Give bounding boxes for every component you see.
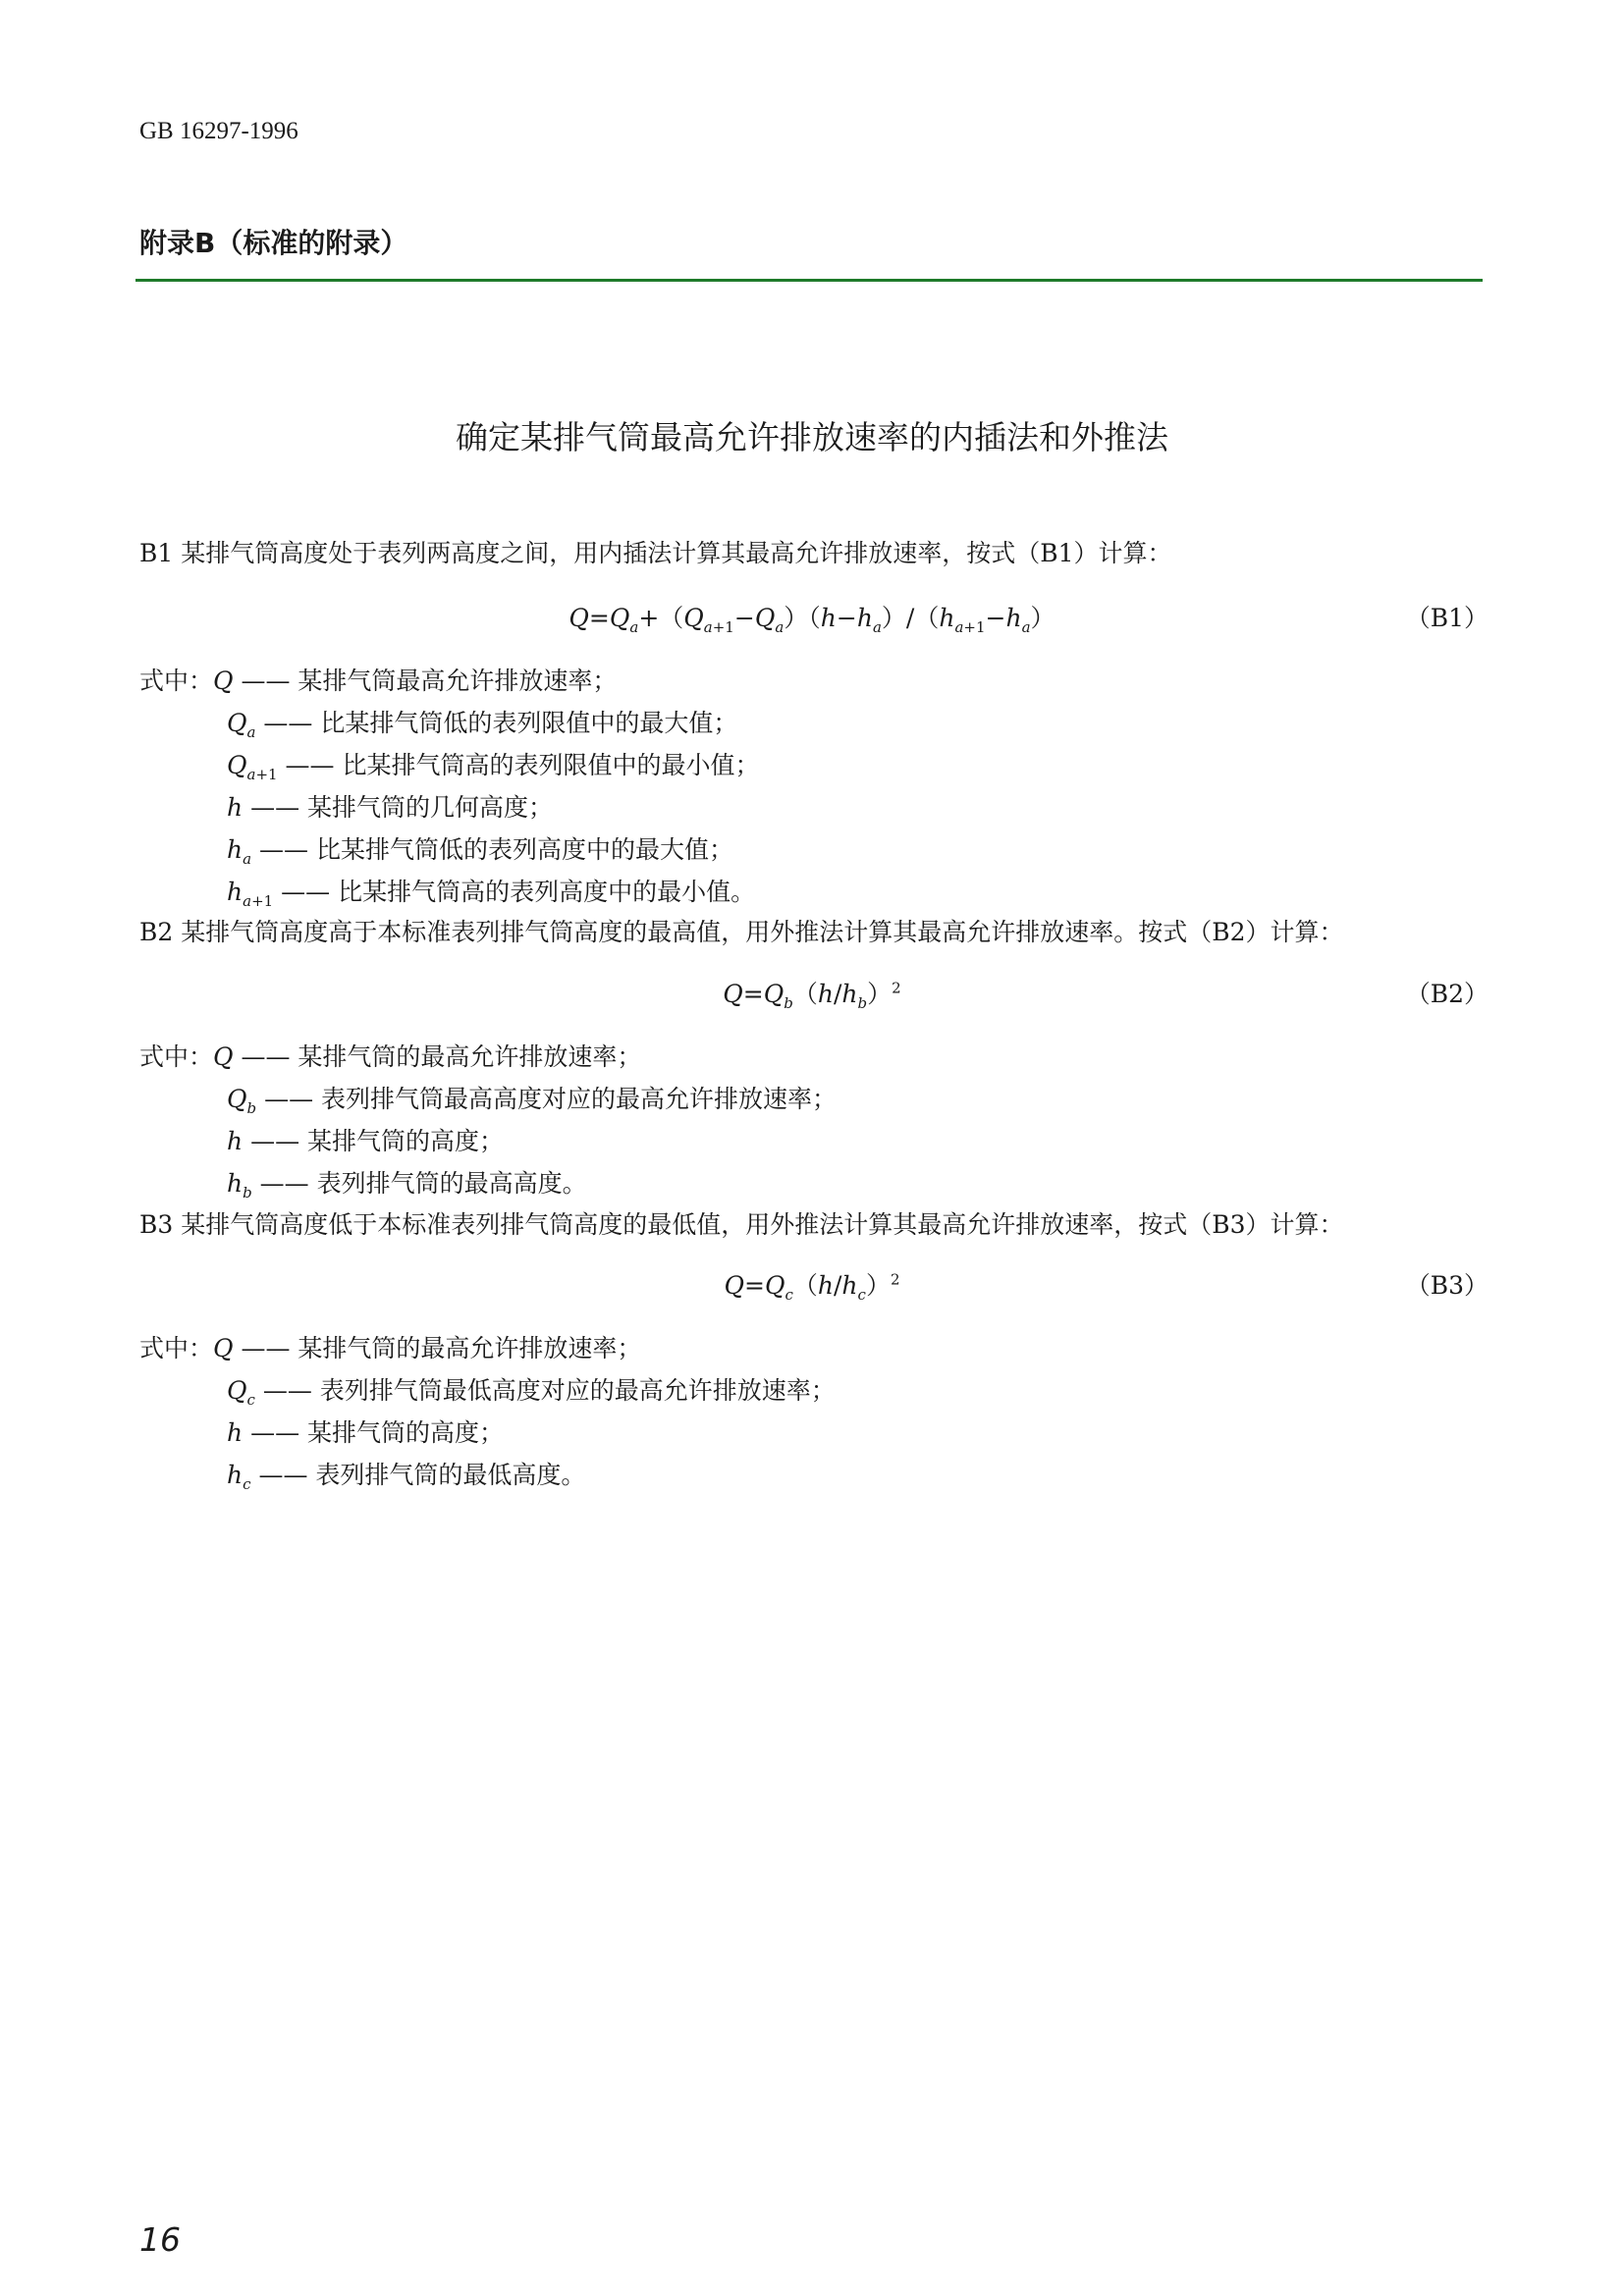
definition-b1-h: h —— 某排气筒的几何高度； xyxy=(227,793,554,822)
equation-number-b1: （B1） xyxy=(1405,604,1489,632)
equation-number-b3: （B3） xyxy=(1405,1271,1489,1300)
definition-b1-qa: $Q_a$ —— 比某排气筒低的表列限值中的最大值； xyxy=(227,709,738,741)
equation-number-b2: （B2） xyxy=(1405,980,1489,1008)
formula-b2: $Q=Q_b(h/h_b)^2$ xyxy=(723,979,901,1012)
paragraph-b3: B3 某排气筒高度低于本标准表列排气筒高度的最低值，用外推法计算其最高允许排放速率，按式（B3）计算： xyxy=(139,1210,1344,1239)
formula-b3: $Q=Q_c(h/h_c)^2$ xyxy=(724,1270,900,1304)
definition-b1-ha: $h_a$ —— 比某排气筒低的表列高度中的最大值； xyxy=(227,835,733,868)
definition-b3-qc: $Q_c$ —— 表列排气筒最低高度对应的最高允许排放速率； xyxy=(227,1376,836,1409)
definition-b2-hb: $h_b$ —— 表列排气筒的最高高度。 xyxy=(227,1169,587,1201)
definition-b1-qa1: $Q_{a+1}$ —— 比某排气筒高的表列限值中的最小值； xyxy=(227,751,760,783)
formula-b1: $Q=Q_a+(Q_{a+1}-Q_a)(h-h_a)/(h_{a+1}-h_a)$ xyxy=(568,604,1056,636)
standard-code: GB 16297-1996 xyxy=(139,118,298,144)
page-number: 16 xyxy=(139,2220,181,2259)
definition-b1-ha1: $h_{a+1}$ —— 比某排气筒高的表列高度中的最小值。 xyxy=(227,878,756,910)
paragraph-b1: B1 某排气筒高度处于表列两高度之间，用内插法计算其最高允许排放速率，按式（B1）计算： xyxy=(139,539,1172,567)
appendix-heading: 附录B（标准的附录） xyxy=(139,227,408,259)
definition-b2-qb: $Q_b$ —— 表列排气筒最高高度对应的最高允许排放速率； xyxy=(227,1085,838,1117)
header-rule xyxy=(135,279,1483,282)
definition-b3-h: h —— 某排气筒的高度； xyxy=(227,1418,505,1447)
definition-b3-q: 式中：Q —— 某排气筒的最高允许排放速率； xyxy=(139,1334,642,1362)
definition-b2-q: 式中：Q —— 某排气筒的最高允许排放速率； xyxy=(139,1042,642,1071)
document-title: 确定某排气筒最高允许排放速率的内插法和外推法 xyxy=(456,418,1168,456)
definition-b1-q: 式中：Q —— 某排气筒最高允许排放速率； xyxy=(139,667,618,695)
symbol: Q xyxy=(213,667,234,695)
definition-b2-h: h —— 某排气筒的高度； xyxy=(227,1127,505,1155)
definition-b3-hc: $h_c$ —— 表列排气筒的最低高度。 xyxy=(227,1461,586,1493)
paragraph-b2: B2 某排气筒高度高于本标准表列排气筒高度的最高值，用外推法计算其最高允许排放速率。按式（B2）计算： xyxy=(139,918,1344,946)
